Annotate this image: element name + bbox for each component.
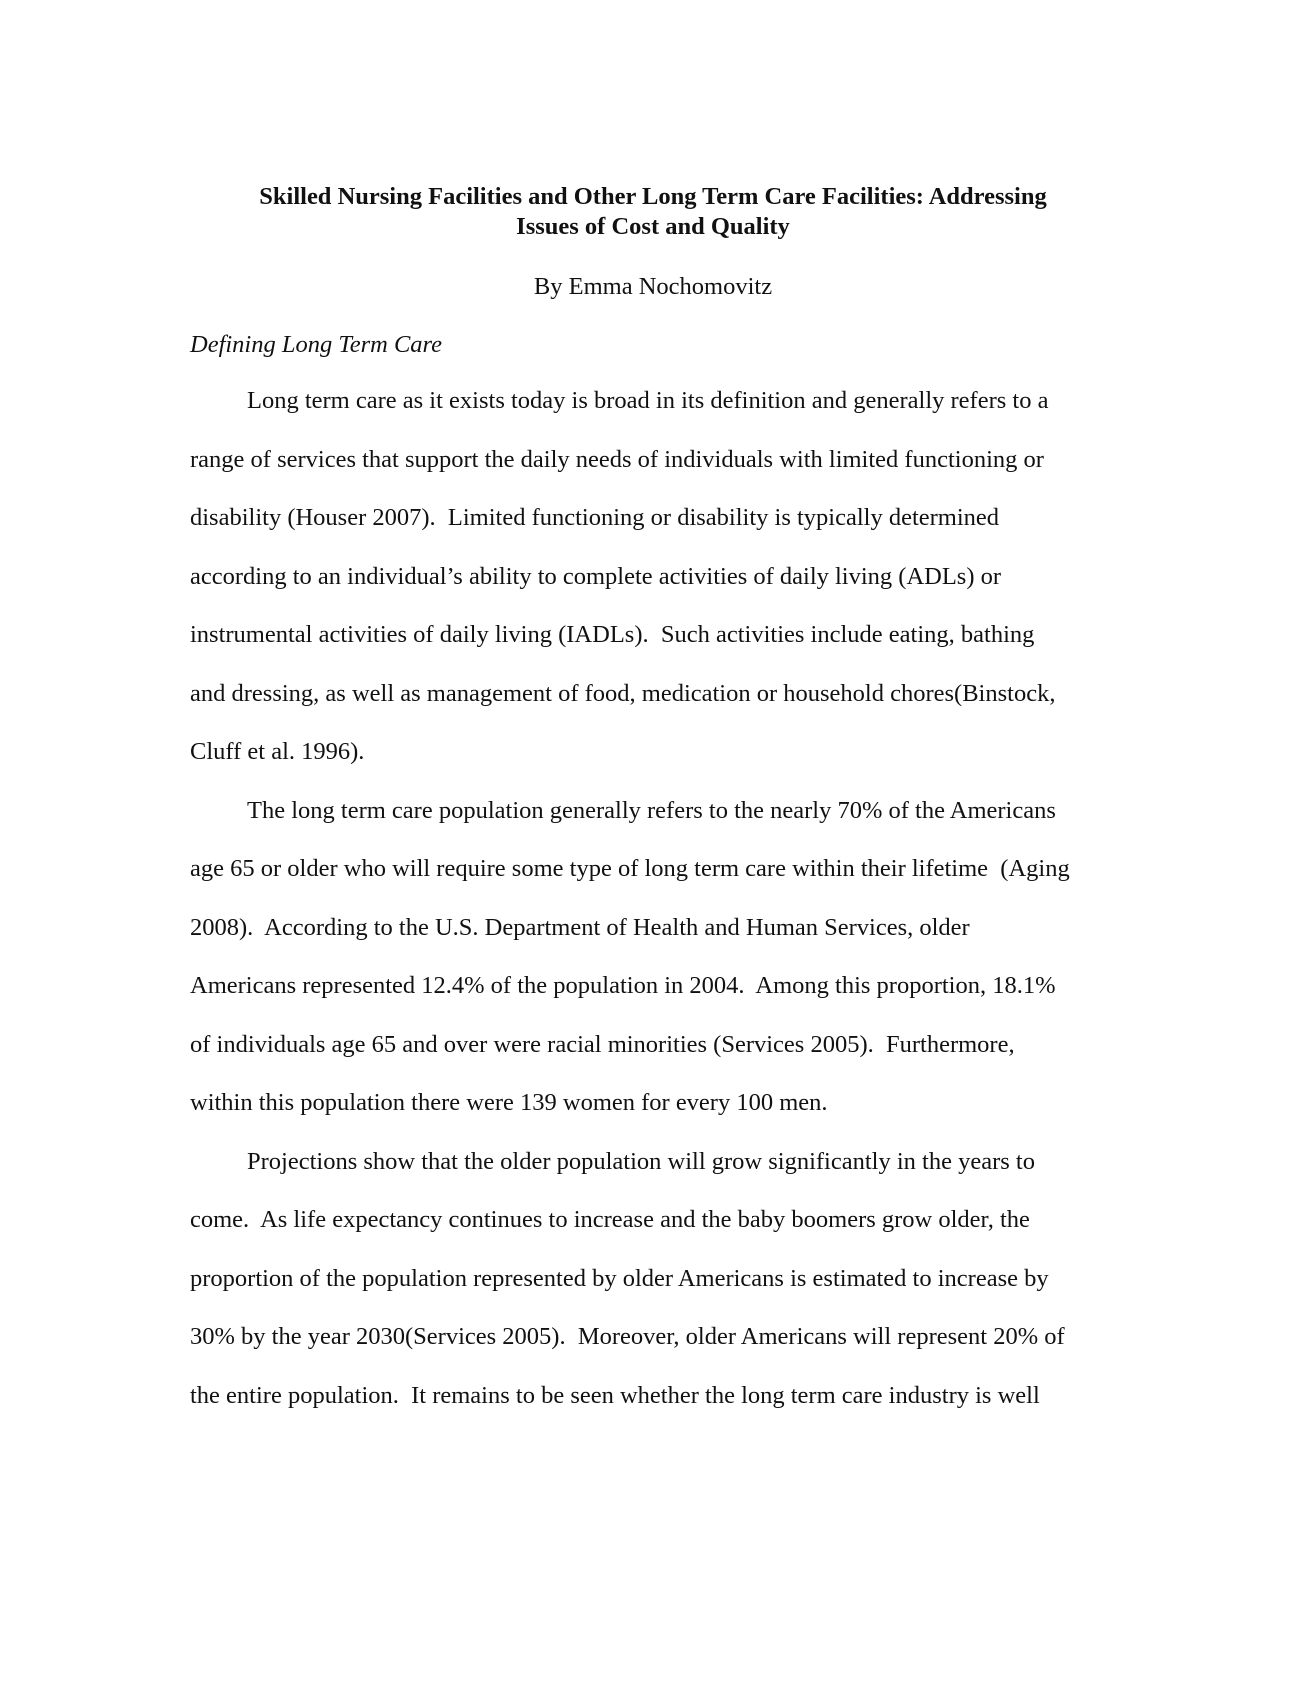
- title-line-2: Issues of Cost and Quality: [516, 213, 790, 240]
- paragraph-line: disability (Houser 2007). Limited functioning or disability is typically determined: [190, 504, 1000, 531]
- paragraph-line: The long term care population generally refers to the nearly 70% of the Americans: [247, 796, 1056, 824]
- body-text: [190, 372, 1140, 1425]
- paragraph-1: [190, 372, 1140, 782]
- paragraph-line: Americans represented 12.4% of the population in 2004. Among this proportion, 18.1%: [190, 972, 1056, 999]
- paragraph-line: Projections show that the older population will grow significantly in the years to: [247, 1147, 1035, 1175]
- paragraph-line: within this population there were 139 women for every 100 men.: [190, 1089, 828, 1116]
- paragraph-line: range of services that support the daily needs of individuals with limited functioning or: [190, 445, 1044, 473]
- paragraph-line: Cluff et al. 1996).: [190, 738, 365, 765]
- paragraph-line: and dressing, as well as management of food, medication or household chores(Binstock,: [190, 679, 1056, 707]
- paragraph-line: come. As life expectancy continues to increase and the baby boomers grow older, the: [190, 1206, 1030, 1233]
- document-title: [190, 182, 1116, 242]
- paragraph-line: age 65 or older who will require some type of long term care within their lifetime (Aging: [190, 855, 1070, 882]
- paragraph-line: the entire population. It remains to be seen whether the long term care industry is well: [190, 1381, 1040, 1409]
- paragraph-line: of individuals age 65 and over were racial minorities (Services 2005). Furthermore,: [190, 1030, 1015, 1058]
- title-line-1: Skilled Nursing Facilities and Other Long Term Care Facilities: Addressing: [259, 183, 1047, 210]
- paragraph-2: [190, 782, 1140, 1133]
- paragraph-3: [190, 1133, 1140, 1426]
- paragraph-line: Long term care as it exists today is broad in its definition and generally refers to a: [247, 387, 1049, 414]
- paragraph-line: 2008). According to the U.S. Department of Health and Human Services, older: [190, 913, 970, 941]
- section-heading: Defining Long Term Care: [190, 331, 443, 358]
- paragraph-line: proportion of the population represented by older Americans is estimated to increase by: [190, 1264, 1049, 1292]
- paragraph-line: according to an individual’s ability to complete activities of daily living (ADLs) or: [190, 562, 1002, 590]
- paragraph-line: instrumental activities of daily living (IADLs). Such activities include eating, bathing: [190, 621, 1035, 648]
- paragraph-line: 30% by the year 2030(Services 2005). Moreover, older Americans will represent 20% of: [190, 1323, 1065, 1350]
- author-byline: By Emma Nochomovitz: [533, 273, 773, 300]
